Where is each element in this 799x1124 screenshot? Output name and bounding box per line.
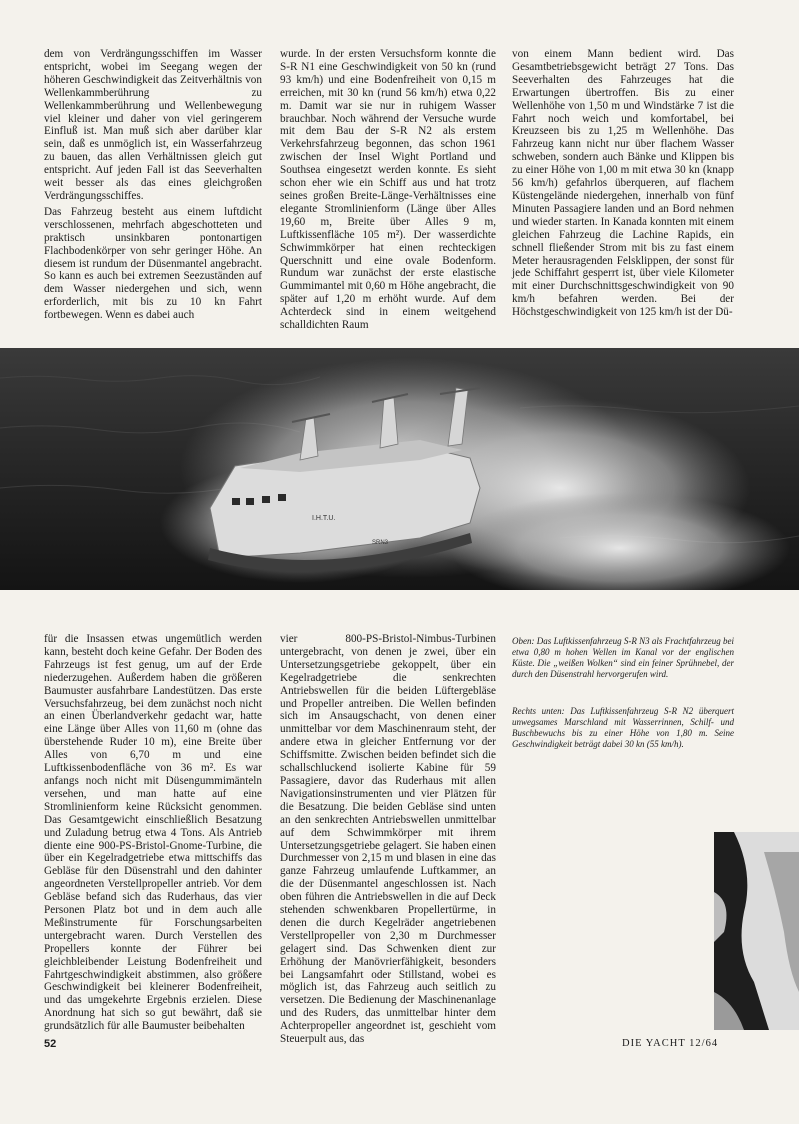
paragraph: von einem Mann bedient wird. Das Gesamtbetriebsgewicht beträgt 27 Tons. Das Seeverhalten des Fahrzeuges hat die Erwartungen übertroffen. Bis zu einer Wellenhöhe von 1,50 m und Windstärke 7 ist die Fahrt noch weich und komfortabel, bei Kreuzseen bis zu 1,25 m Wellenhöhe. Das Fahrzeug kann nicht nur über flachem Wasser schweben, sondern auch Bänke und Klippen bis zu einer Höhe von 1,00 m mit etwa 30 kn (knapp 56 km/h) gefahrlos überqueren, auf flachem Küstengelände niedergehen, innerhalb von fünf Minuten Passagiere landen und an Bord nehmen und wieder starten. In Kanada konnten mit einem gleichen Fahrzeug die Lachine Rapids, ein schnell fließender Strom mit bis zu fast einem Meter herausragenden Felsklippen, der sonst für jede Schiffahrt gesperrt ist, über viele Kilometer mit einer Durchschnittsgeschwindigkeit von 90 km/h befahren werden. Bei der Höchstgeschwindigkeit von 125 km/h ist der Dü- bbox=[512, 48, 734, 319]
paragraph: Das Fahrzeug besteht aus einem luftdicht verschlossenen, mehrfach abgeschotteten und praktisch unsinkbaren pontonartigen Flachbodenkörper von sehr geringer Höhe. An diesem ist rundum der Düsenmantel angebracht. So kann es auch bei extremen Seezuständen auf dem Wasser niedergehen und sich, wenn erforderlich, mit bis zu 10 kn Fahrt fortbewegen. Wenn es dabei auch bbox=[44, 205, 262, 322]
marshland-photo-fragment bbox=[714, 832, 799, 1030]
hull-lettering: I.H.T.U. bbox=[312, 515, 336, 522]
paragraph: dem von Verdrängungsschiffen im Wasser entspricht, wobei im Seegang wegen der höheren Geschwindigkeit das Zeitverhältnis von Wellenkammberührung zu Wellenkammberührung und Wellenbewegung viel kleiner und daher von viel geringerem Einfluß ist. Man muß sich aber darüber klar sein, daß es unmöglich ist, ein Wasserfahrzeug zu bauen, das allen Verhältnissen gleich gut entspricht. Auf jeden Fall ist das Seeverhalten weit besser als das eines gleichgroßen Verdrängungsschiffes. bbox=[44, 48, 262, 202]
caption-top-photo: Oben: Das Luftkissenfahrzeug S-R N3 als Frachtfahrzeug bei etwa 0,80 m hohen Wellen im Kanal vor der englischen Küste. Die „weißen Wolken“ sind ein feiner Sprühnebel, der durch den Düsenstrahl hervorgerufen wird. bbox=[512, 636, 734, 679]
column-5 bbox=[280, 633, 496, 1049]
hovercraft-photo bbox=[0, 348, 799, 590]
paragraph: vier 800-PS-Bristol-Nimbus-Turbinen untergebracht, von denen je zwei, über ein Untersetzungsgetriebe gekoppelt, über ein Kegelradgetriebe die senkrechten Antriebswellen für die beiden Lüftergebläse und Propeller antreiben. Die Wellen befinden sich im Ansaugschacht, von denen einer unmittelbar vor dem Maschinenraum steht, der andere etwa in gleicher Entfernung vor der Schiffsmitte. Zwischen beiden befindet sich die schallschluckend isolierte Kabine für 59 Passagiere, davor das Ruderhaus mit allen Navigationsinstrumenten und vier Plätzen für die Besatzung. Die beiden Gebläse sind unten an den senkrechten Antriebswellen unmittelbar auf dem Schwimmkörper mit ihrem Untersetzungsgetriebe gelagert. Sie haben einen Durchmesser von 2,15 m und blasen in eine das ganze Fahrzeug umlaufende Luftkammer, an die der Düsenmantel angeschlossen ist. Nach oben führen die Antriebswellen in die auf Deck stehenden schwenkbaren Propellertürme, in denen die durch Kegelräder angetriebenen Verstellpropeller von 2,30 m Durchmesser gelagert sind. Das Schwenken dient zur Erhöhung der Manövrierfähigkeit, besonders bei Langsamfahrt oder Stillstand, wobei es möglich ist, das Fahrzeug auch seitlich zu versetzen. Die Bedienung der Maschinenanlage und des Ruders, das unmittelbar hinter dem Achterpropeller angeordnet ist, geschieht vom Steuerpult aus, das bbox=[280, 633, 496, 1046]
caption-right-photo: Rechts unten: Das Luftkissenfahrzeug S-R N2 überquert unwegsames Marschland mit Wasserrinnen, Schilf- und Buschbewuchs bis zu einer Höhe von 1,80 m. Seine Geschwindigkeit beträgt dabei 30 kn (55 km/h). bbox=[512, 706, 734, 749]
paragraph: wurde. In der ersten Versuchsform konnte die S-R N1 eine Geschwindigkeit von 50 kn (rund 93 km/h) und eine Bodenfreiheit von 0,15 m erreichen, mit 30 kn (rund 56 km/h) etwa 0,22 m. Damit war sie nur in ruhigem Wasser brauchbar. Noch während der Versuche wurde mit dem Bau der S-R N2 als erstem Verkehrsfahrzeug begonnen, das schon 1961 zwischen der Insel Wight Portland und Southsea eingesetzt werden konnte. Es sieht schon eher wie ein Schiff aus und hat trotz seines großen Breite-Länge-Verhältnisses eine elegante Stromlinienform (Länge über Alles 19,60 m, Breite über Alles 9 m, Luftkissenfläche 105 m²). Der wasserdichte Schwimmkörper hat einen rechteckigen Querschnitt und eine ovale Bodenform. Rundum war zunächst der erste elastische Gummimantel mit 0,60 m Höhe angebracht, die später auf 1,20 m erhöht wurde. Auf dem Achterdeck sind in einem weitgehend schalldichten Raum bbox=[280, 48, 496, 332]
bow-marking: SRN3 bbox=[372, 540, 389, 546]
page-number: 52 bbox=[44, 1038, 57, 1050]
column-2 bbox=[280, 48, 496, 335]
column-4 bbox=[44, 633, 262, 1036]
column-1 bbox=[44, 48, 262, 325]
column-3 bbox=[512, 48, 734, 322]
paragraph: für die Insassen etwas ungemütlich werden kann, besteht doch keine Gefahr. Der Boden des Fahrzeugs ist fest genug, um auf der Erde niederzugehen. Außerdem haben die größeren Baumuster ausfahrbare Landestützen. Das erste Versuchsfahrzeug, bei dem zunächst noch nicht an einen Überlandverkehr gedacht war, hatte eine Länge über Alles von 11,60 m (ohne das überstehende Ruder 10 m), eine Breite über Alles von 6,70 m und eine Luftkissenbodenfläche von 36 m². Es war anfangs noch nicht mit Düsengummimänteln versehen, und man hatte auf eine Stromlinienform keine Rücksicht genommen. Das Gesamtgewicht einschließlich Besatzung und Zuladung betrug etwa 4 Tons. Als Antrieb diente eine 900-PS-Bristol-Gnome-Turbine, die über ein Kegelradgetriebe etwa mittschiffs das Gebläse für den Düsenstrahl und den dahinter angeordneten Verstellpropeller antrieb. Vor dem Gebläse befand sich das Ruderhaus, das vier Personen Platz bot und in dem auch alle Meßinstrumente für Forschungsarbeiten untergebracht waren. Durch Verstellen des Propellers konnte der Führer bei gleichbleibender Leistung Bodenfreiheit und Fahrtgeschwindigkeit abstimmen, also größere Geschwindigkeit bei kleinerer Bodenfreiheit, und das umgekehrte Ergebnis erzielen. Diese Anordnung hat sich so gut bewährt, daß sie grundsätzlich für alle Baumuster beibehalten bbox=[44, 633, 262, 1033]
magazine-issue: DIE YACHT 12/64 bbox=[622, 1038, 719, 1049]
